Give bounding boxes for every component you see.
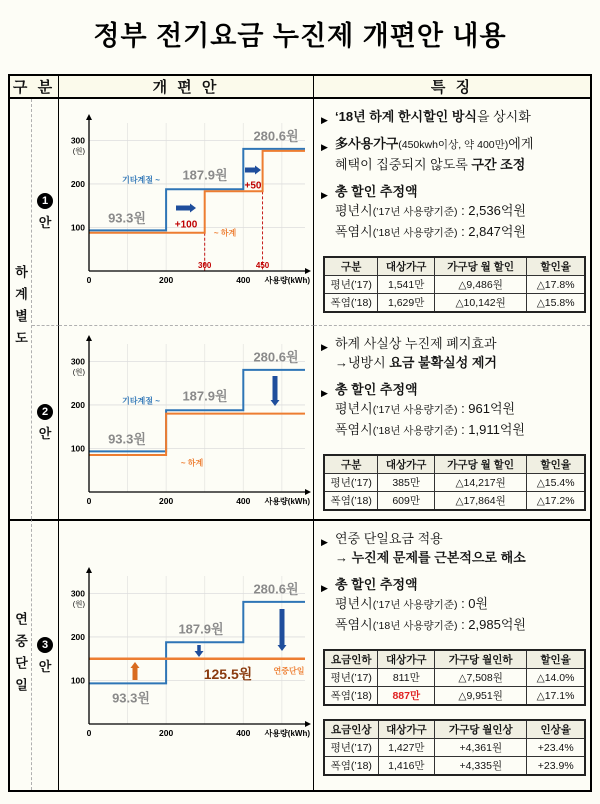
chart-value-label: 93.3원 (108, 210, 146, 226)
feature-text: (’17년 사용량기준) (372, 404, 458, 416)
chart-value-label: 기타계절 ~ (122, 396, 160, 406)
feature-line (321, 380, 586, 399)
plan1-features-cell (314, 99, 590, 325)
plan2-features-cell (314, 325, 590, 519)
table-cell: 평년(’17) (324, 276, 378, 294)
svg-text:사용량(kWh): 사용량(kWh) (264, 276, 310, 285)
plan3-increase-table-wrap (321, 719, 586, 776)
chart-value-label: ~ 하계 (213, 228, 237, 238)
table-row (324, 757, 585, 776)
chart-value-label: +50 (244, 180, 262, 192)
feature-line (321, 182, 586, 201)
group-label-year-round-single: 연중단일 (10, 519, 32, 790)
feature-line (321, 548, 586, 567)
feature-text: ‘18년 하계 한시할인 방식 (335, 109, 477, 124)
bullet-arrow-icon: ▶ (321, 342, 328, 352)
feature-text: 연중 단일요금 적용 (335, 531, 443, 546)
feature-line (321, 575, 586, 594)
feature-text: 하계 사실상 누진제 폐지효과 (335, 336, 497, 351)
svg-text:200: 200 (70, 631, 85, 642)
table-cell: +23.9% (527, 757, 585, 776)
plan1-summary-table-wrap (321, 256, 586, 313)
feature-text: →냉방시 (335, 355, 390, 370)
feature-line (321, 201, 586, 222)
svg-text:사용량(kWh): 사용량(kWh) (264, 728, 310, 738)
svg-text:200: 200 (70, 178, 85, 189)
table-cell: +4,361원 (435, 739, 527, 757)
summary-table (323, 649, 586, 706)
summary-table-header: 할인율 (527, 455, 585, 474)
svg-text:100: 100 (70, 443, 85, 454)
plan3-features-cell (314, 519, 590, 790)
reform-plan-table (8, 74, 592, 792)
feature-line (321, 615, 586, 636)
feature-line (321, 134, 586, 155)
table-cell: 1,427만 (378, 739, 435, 757)
chart-value-label: 125.5원 (203, 665, 253, 682)
chart-value-label: 280.6원 (253, 128, 299, 144)
svg-text:(원): (원) (72, 146, 85, 156)
table-cell: △9,951원 (435, 687, 527, 706)
plan2-chart-cell (59, 325, 314, 519)
table-cell: △17.8% (527, 276, 585, 294)
plan1-chart-cell (59, 99, 314, 325)
table-cell: 1,416만 (378, 757, 435, 776)
svg-text:450: 450 (255, 261, 270, 270)
plan3-step-chart (61, 566, 311, 746)
page-title: 정부 전기요금 누진제 개편안 내용 (93, 21, 507, 51)
feature-line (321, 594, 586, 615)
feature-text: : 2,985억원 (457, 617, 526, 632)
summary-table (323, 719, 586, 776)
table-cell: 폭염(’18) (324, 492, 378, 511)
feature-text: 폭염시 (335, 422, 373, 437)
table-row (324, 474, 585, 492)
table-cell: △17,864원 (434, 492, 526, 511)
feature-line (321, 399, 586, 420)
svg-text:300: 300 (70, 135, 85, 146)
table-cell: +23.4% (527, 739, 585, 757)
feature-text: 혜택이 집중되지 않도록 (335, 157, 472, 172)
table-cell: 폭염(’18) (324, 757, 378, 776)
plan1-badge-suffix: 안 (38, 215, 52, 230)
feature-text: 총 할인 추정액 (335, 577, 418, 592)
summary-table-header: 할인율 (527, 257, 585, 276)
summary-table-header: 요금인상 (324, 720, 378, 739)
table-cell: △14,217원 (434, 474, 526, 492)
table-cell: 폭염(’18) (324, 687, 378, 706)
svg-text:200: 200 (159, 275, 174, 285)
feature-text: 평년시 (335, 401, 373, 416)
table-row (324, 687, 585, 706)
summary-table-header: 요금인하 (324, 650, 378, 669)
svg-text:100: 100 (70, 222, 85, 233)
feature-text: (’18년 사용량기준) (372, 227, 458, 239)
table-cell: 평년(’17) (324, 474, 378, 492)
table-cell: △9,486원 (434, 276, 526, 294)
feature-text: 평년시 (335, 596, 373, 611)
svg-text:100: 100 (70, 674, 85, 685)
chart-value-label: 93.3원 (108, 431, 146, 447)
bullet-arrow-icon: ▶ (321, 142, 328, 152)
summary-table (323, 454, 586, 511)
plan2-summary-table-wrap (321, 454, 586, 511)
plan2-step-chart (61, 334, 311, 514)
table-cell: 609만 (378, 492, 435, 511)
summary-table-header: 가구당 월 할인 (434, 257, 526, 276)
summary-table-header: 할인율 (527, 650, 585, 669)
svg-text:400: 400 (236, 275, 251, 285)
feature-text: (’18년 사용량기준) (372, 620, 458, 632)
feature-line (321, 334, 586, 353)
feature-text: : 2,847억원 (457, 224, 526, 239)
bullet-arrow-icon: ▶ (321, 583, 328, 593)
plan1-badge-cell (32, 99, 59, 325)
column-header-gubun: 구 분 (10, 76, 59, 99)
chart-value-label: 187.9원 (178, 621, 224, 636)
feature-text: 多사용가구 (335, 136, 399, 151)
table-cell: 811만 (378, 669, 435, 687)
table-row (324, 276, 585, 294)
bullet-arrow-icon: ▶ (321, 115, 328, 125)
table-row (324, 739, 585, 757)
svg-text:400: 400 (236, 496, 251, 506)
feature-text: : 2,536억원 (457, 203, 526, 218)
chart-value-label: ~ 하계 (180, 458, 204, 468)
table-cell: 1,629만 (378, 294, 435, 313)
feature-text: 요금 불확실성 제거 (389, 355, 497, 370)
column-header-features: 특 징 (314, 76, 590, 99)
feature-text: : 961억원 (457, 401, 516, 416)
table-cell: △10,142원 (434, 294, 526, 313)
table-cell: △14.0% (527, 669, 585, 687)
summary-table-header: 대상가구 (378, 257, 435, 276)
table-cell: △7,508원 (435, 669, 527, 687)
feature-line (321, 353, 586, 372)
feature-text: 총 할인 추정액 (335, 382, 418, 397)
feature-line (321, 107, 586, 126)
svg-text:0: 0 (86, 275, 92, 285)
plan1-step-chart (61, 113, 311, 293)
table-row (324, 669, 585, 687)
summary-table-header: 구분 (324, 257, 378, 276)
chart-value-label: 연중단일 (273, 666, 305, 675)
feature-text: → (335, 550, 352, 565)
table-cell: 평년(’17) (324, 739, 378, 757)
plan3-badge-suffix: 안 (38, 658, 52, 674)
table-cell: △17.1% (527, 687, 585, 706)
plan1-feature-list (321, 107, 586, 243)
chart-value-label: 187.9원 (182, 167, 228, 183)
feature-text: 총 할인 추정액 (335, 184, 418, 199)
column-header-plan: 개 편 안 (59, 76, 314, 99)
plan2-feature-list (321, 334, 586, 441)
feature-text: 을 상시화 (476, 109, 531, 124)
svg-text:300: 300 (70, 587, 85, 598)
bullet-arrow-icon: ▶ (321, 537, 328, 547)
svg-text:200: 200 (70, 399, 85, 410)
plan2-badge-cell (32, 325, 59, 519)
bullet-arrow-icon: ▶ (321, 190, 328, 200)
plan1-number-badge: 1 (37, 193, 53, 209)
feature-text: 평년시 (335, 203, 373, 218)
summary-table-header: 대상가구 (378, 650, 435, 669)
feature-text: 누진제 문제를 근본적으로 해소 (351, 550, 526, 565)
summary-table-header: 대상가구 (378, 455, 435, 474)
chart-value-label: +100 (174, 219, 198, 231)
feature-text: : 0원 (457, 596, 489, 611)
chart-value-label: 기타계절 ~ (122, 175, 160, 185)
feature-text: 구간 조정 (471, 157, 526, 172)
plan2-number-badge: 2 (37, 404, 53, 420)
feature-line (321, 529, 586, 548)
summary-table-header: 가구당 월 할인 (434, 455, 526, 474)
plan2-badge-suffix: 안 (38, 425, 52, 441)
plan3-number-badge: 3 (37, 637, 53, 653)
group-label-summer-separate: 하계별도 (10, 99, 32, 519)
plan3-discount-table-wrap (321, 649, 586, 706)
feature-text: 폭염시 (335, 224, 373, 239)
summary-table (323, 256, 586, 313)
feature-text: (’17년 사용량기준) (372, 599, 458, 611)
table-cell: 1,541만 (378, 276, 435, 294)
svg-text:0: 0 (86, 496, 92, 506)
svg-text:0: 0 (86, 727, 92, 738)
summary-table-header: 가구당 월인상 (435, 720, 527, 739)
table-cell: 폭염(’18) (324, 294, 378, 313)
chart-value-label: 280.6원 (253, 581, 299, 596)
svg-text:(원): (원) (72, 598, 85, 608)
svg-text:200: 200 (159, 496, 174, 506)
table-cell: △15.4% (527, 474, 585, 492)
chart-value-label: 93.3원 (112, 690, 150, 705)
feature-text: 폭염시 (335, 617, 373, 632)
table-row (324, 492, 585, 511)
feature-line (321, 155, 586, 174)
chart-value-label: 280.6원 (253, 349, 299, 365)
bullet-arrow-icon: ▶ (321, 388, 328, 398)
plan3-feature-list (321, 529, 586, 636)
table-cell: △15.8% (527, 294, 585, 313)
feature-line (321, 420, 586, 441)
feature-text: (’18년 사용량기준) (372, 425, 458, 437)
feature-text: : 1,911억원 (457, 422, 525, 437)
svg-text:200: 200 (159, 727, 174, 738)
feature-line (321, 222, 586, 243)
summary-table-header: 대상가구 (378, 720, 435, 739)
summary-table-header: 가구당 월인하 (435, 650, 527, 669)
summary-table-header: 구분 (324, 455, 378, 474)
svg-text:300: 300 (70, 356, 85, 367)
plan3-chart-cell (59, 519, 314, 790)
svg-text:(원): (원) (72, 367, 85, 377)
svg-text:300: 300 (198, 261, 212, 270)
feature-text: (450kwh이상, 약 400만) (398, 139, 509, 151)
table-cell: +4,335원 (435, 757, 527, 776)
plan3-badge-cell (32, 519, 59, 790)
feature-text: (’17년 사용량기준) (372, 206, 458, 218)
svg-text:400: 400 (236, 727, 251, 738)
table-cell: △17.2% (527, 492, 585, 511)
feature-text: 에게 (508, 136, 534, 151)
summary-table-header: 인상율 (527, 720, 585, 739)
table-cell: 평년(’17) (324, 669, 378, 687)
table-cell: 385만 (378, 474, 435, 492)
table-row (324, 294, 585, 313)
svg-text:사용량(kWh): 사용량(kWh) (264, 497, 310, 506)
chart-value-label: 187.9원 (182, 388, 228, 404)
table-cell: 887만 (378, 687, 435, 706)
